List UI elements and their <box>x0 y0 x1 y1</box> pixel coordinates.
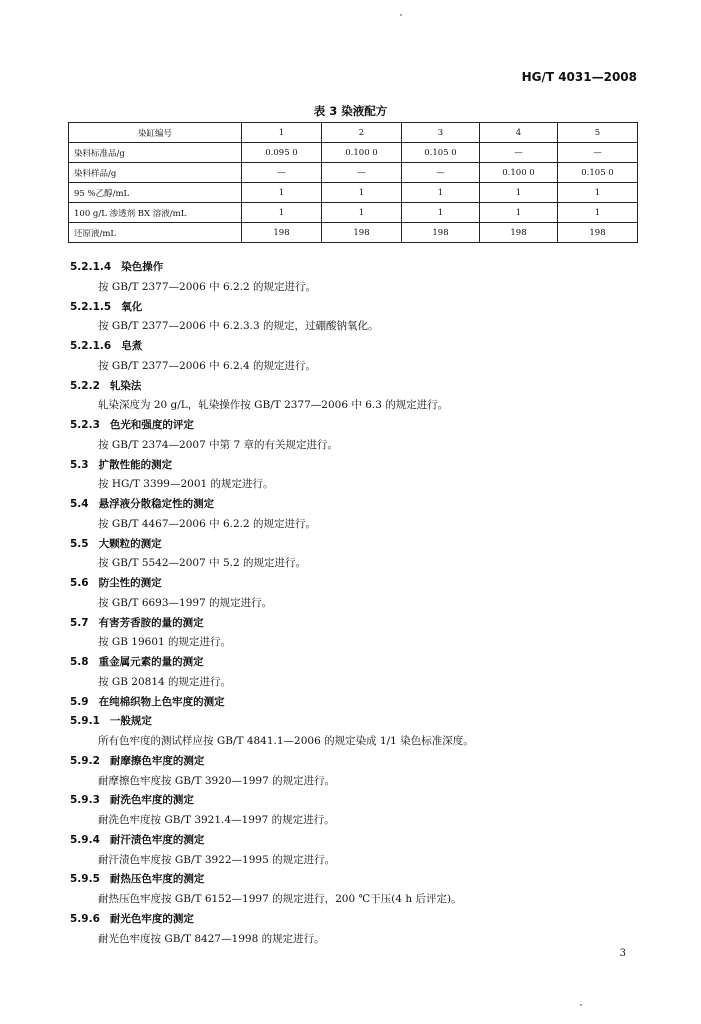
section-number: 5.6 <box>70 577 89 589</box>
section-title: 有害芳香胺的量的测定 <box>98 616 204 629</box>
section-title: 氧化 <box>121 300 143 313</box>
section-body: 按 GB/T 2377—2006 中 6.2.4 的规定进行。 <box>98 359 316 372</box>
value-cell: 3 <box>402 123 480 143</box>
value-cell: 2 <box>322 123 402 143</box>
section-number: 5.2.1.5 <box>70 300 112 313</box>
section-number: 5.4 <box>70 498 89 510</box>
section-title: 耐热压色牢度的测定 <box>109 873 205 886</box>
table-row <box>69 163 638 183</box>
section-heading <box>70 495 640 515</box>
value-cell: 1 <box>402 203 480 223</box>
section-list <box>70 258 640 949</box>
value-cell: 0.095 0 <box>242 143 322 163</box>
section-number: 5.9.3 <box>70 794 100 807</box>
section-body: 轧染深度为 20 g/L，轧染操作按 GB/T 2377—2006 中 6.3 的规定进行。 <box>98 399 449 412</box>
section-number: 5.2.3 <box>70 419 100 431</box>
section-number: 5.8 <box>70 656 89 668</box>
section-number: 5.9.6 <box>70 912 100 925</box>
value-cell: 1 <box>242 123 322 143</box>
scan-speck <box>400 14 402 16</box>
section-number: 5.9.1 <box>70 715 100 728</box>
table-header-row <box>69 123 638 143</box>
section-heading <box>70 791 640 811</box>
section-heading <box>70 870 640 890</box>
row-label-cell: 染料标准品/g <box>69 143 242 163</box>
section-title: 耐摩擦色牢度的测定 <box>109 754 205 767</box>
value-cell: 4 <box>480 123 558 143</box>
dye-recipe-table <box>68 122 638 243</box>
section-number: 5.9.2 <box>70 754 100 767</box>
value-cell: 198 <box>402 223 480 243</box>
section-body: 按 GB 20814 的规定进行。 <box>98 675 232 688</box>
section-number: 5.3 <box>70 458 89 471</box>
value-cell: 1 <box>480 203 558 223</box>
section-heading <box>70 416 640 436</box>
section-number: 5.2.1.6 <box>70 340 112 352</box>
section-number: 5.9 <box>70 695 89 708</box>
value-cell: 1 <box>322 183 402 203</box>
value-cell: — <box>480 143 558 163</box>
row-label-cell: 95 %乙醇/mL <box>69 183 242 203</box>
value-cell: 198 <box>480 223 558 243</box>
row-label-cell: 还原液/mL <box>69 223 242 243</box>
section-heading <box>70 377 640 397</box>
value-cell: — <box>402 163 480 183</box>
value-cell: 1 <box>480 183 558 203</box>
row-label-cell: 染缸编号 <box>69 123 242 143</box>
value-cell: 0.100 0 <box>322 143 402 163</box>
value-cell: 198 <box>242 223 322 243</box>
value-cell: 0.105 0 <box>402 143 480 163</box>
section-title: 染色操作 <box>121 261 164 273</box>
table-title: 表 3 染液配方 <box>313 104 388 118</box>
section-title: 轧染法 <box>109 379 142 392</box>
section-title: 色光和强度的评定 <box>109 419 194 431</box>
section-heading <box>70 712 640 732</box>
standard-code: HG/T 4031—2008 <box>521 70 637 84</box>
section-number: 5.5 <box>70 537 89 550</box>
value-cell: 1 <box>402 183 480 203</box>
section-body: 按 GB/T 2374—2007 中第 7 章的有关规定进行。 <box>98 438 338 451</box>
section-body: 按 GB/T 6693—1997 的规定进行。 <box>98 596 273 609</box>
row-label-cell: 染料样品/g <box>69 163 242 183</box>
value-cell: 1 <box>242 183 322 203</box>
section-number: 5.7 <box>70 616 89 629</box>
value-cell: — <box>322 163 402 183</box>
section-heading <box>70 337 640 357</box>
row-label-cell: 100 g/L 渗透剂 BX 溶液/mL <box>69 203 242 223</box>
value-cell: 0.100 0 <box>480 163 558 183</box>
section-title: 一般规定 <box>109 715 152 728</box>
value-cell: 1 <box>242 203 322 223</box>
value-cell: 0.105 0 <box>558 163 638 183</box>
scan-speck <box>580 1004 582 1006</box>
section-title: 大颗粒的测定 <box>98 537 162 550</box>
section-heading <box>70 910 640 930</box>
section-heading <box>70 258 640 278</box>
table-row <box>69 183 638 203</box>
section-heading <box>70 831 640 851</box>
page-number: 3 <box>619 948 626 959</box>
section-body: 耐摩擦色牢度按 GB/T 3920—1997 的规定进行。 <box>98 774 336 787</box>
section-heading <box>70 693 640 713</box>
table-row <box>69 223 638 243</box>
section-heading <box>70 614 640 634</box>
value-cell: 5 <box>558 123 638 143</box>
section-title: 皂煮 <box>121 340 143 352</box>
value-cell: 1 <box>322 203 402 223</box>
section-body: 按 GB/T 2377—2006 中 6.2.3.3 的规定，过硼酸钠氧化。 <box>98 320 379 333</box>
section-title: 耐洗色牢度的测定 <box>109 794 194 807</box>
section-title: 扩散性能的测定 <box>98 458 173 471</box>
section-number: 5.2.1.4 <box>70 261 112 273</box>
section-heading <box>70 298 640 318</box>
section-heading <box>70 535 640 555</box>
table-row <box>69 203 638 223</box>
value-cell: 198 <box>322 223 402 243</box>
section-number: 5.9.5 <box>70 873 100 886</box>
value-cell: 1 <box>558 183 638 203</box>
section-body: 按 GB/T 5542—2007 中 5.2 的规定进行。 <box>98 557 306 570</box>
section-body: 按 GB/T 4467—2006 中 6.2.2 的规定进行。 <box>98 517 316 530</box>
table-row <box>69 143 638 163</box>
section-title: 耐汗渍色牢度的测定 <box>109 833 205 846</box>
section-body: 按 HG/T 3399—2001 的规定进行。 <box>98 478 274 491</box>
section-body: 耐汗渍色牢度按 GB/T 3922—1995 的规定进行。 <box>98 853 336 866</box>
section-body: 耐洗色牢度按 GB/T 3921.4—1997 的规定进行。 <box>98 814 335 826</box>
section-body: 按 GB 19601 的规定进行。 <box>98 636 232 649</box>
section-body: 所有色牢度的测试样应按 GB/T 4841.1—2006 的规定染成 1/1 染色标准深度。 <box>98 735 474 747</box>
section-body: 耐热压色牢度按 GB/T 6152—1997 的规定进行，200 ℃干压(4 h 后评定)。 <box>98 893 462 905</box>
value-cell: — <box>558 143 638 163</box>
value-cell: — <box>242 163 322 183</box>
value-cell: 198 <box>558 223 638 243</box>
section-number: 5.9.4 <box>70 833 100 846</box>
section-heading <box>70 653 640 673</box>
section-title: 重金属元素的量的测定 <box>98 656 204 668</box>
section-title: 悬浮液分散稳定性的测定 <box>98 498 215 510</box>
value-cell: 1 <box>558 203 638 223</box>
section-number: 5.2.2 <box>70 379 100 392</box>
section-heading <box>70 752 640 772</box>
section-title: 耐光色牢度的测定 <box>109 912 194 925</box>
section-body: 耐光色牢度按 GB/T 8427—1998 的规定进行。 <box>98 932 325 945</box>
section-heading <box>70 456 640 476</box>
section-body: 按 GB/T 2377—2006 中 6.2.2 的规定进行。 <box>98 280 316 293</box>
section-title: 在纯棉织物上色牢度的测定 <box>98 695 225 708</box>
section-heading <box>70 574 640 594</box>
section-title: 防尘性的测定 <box>98 577 162 589</box>
